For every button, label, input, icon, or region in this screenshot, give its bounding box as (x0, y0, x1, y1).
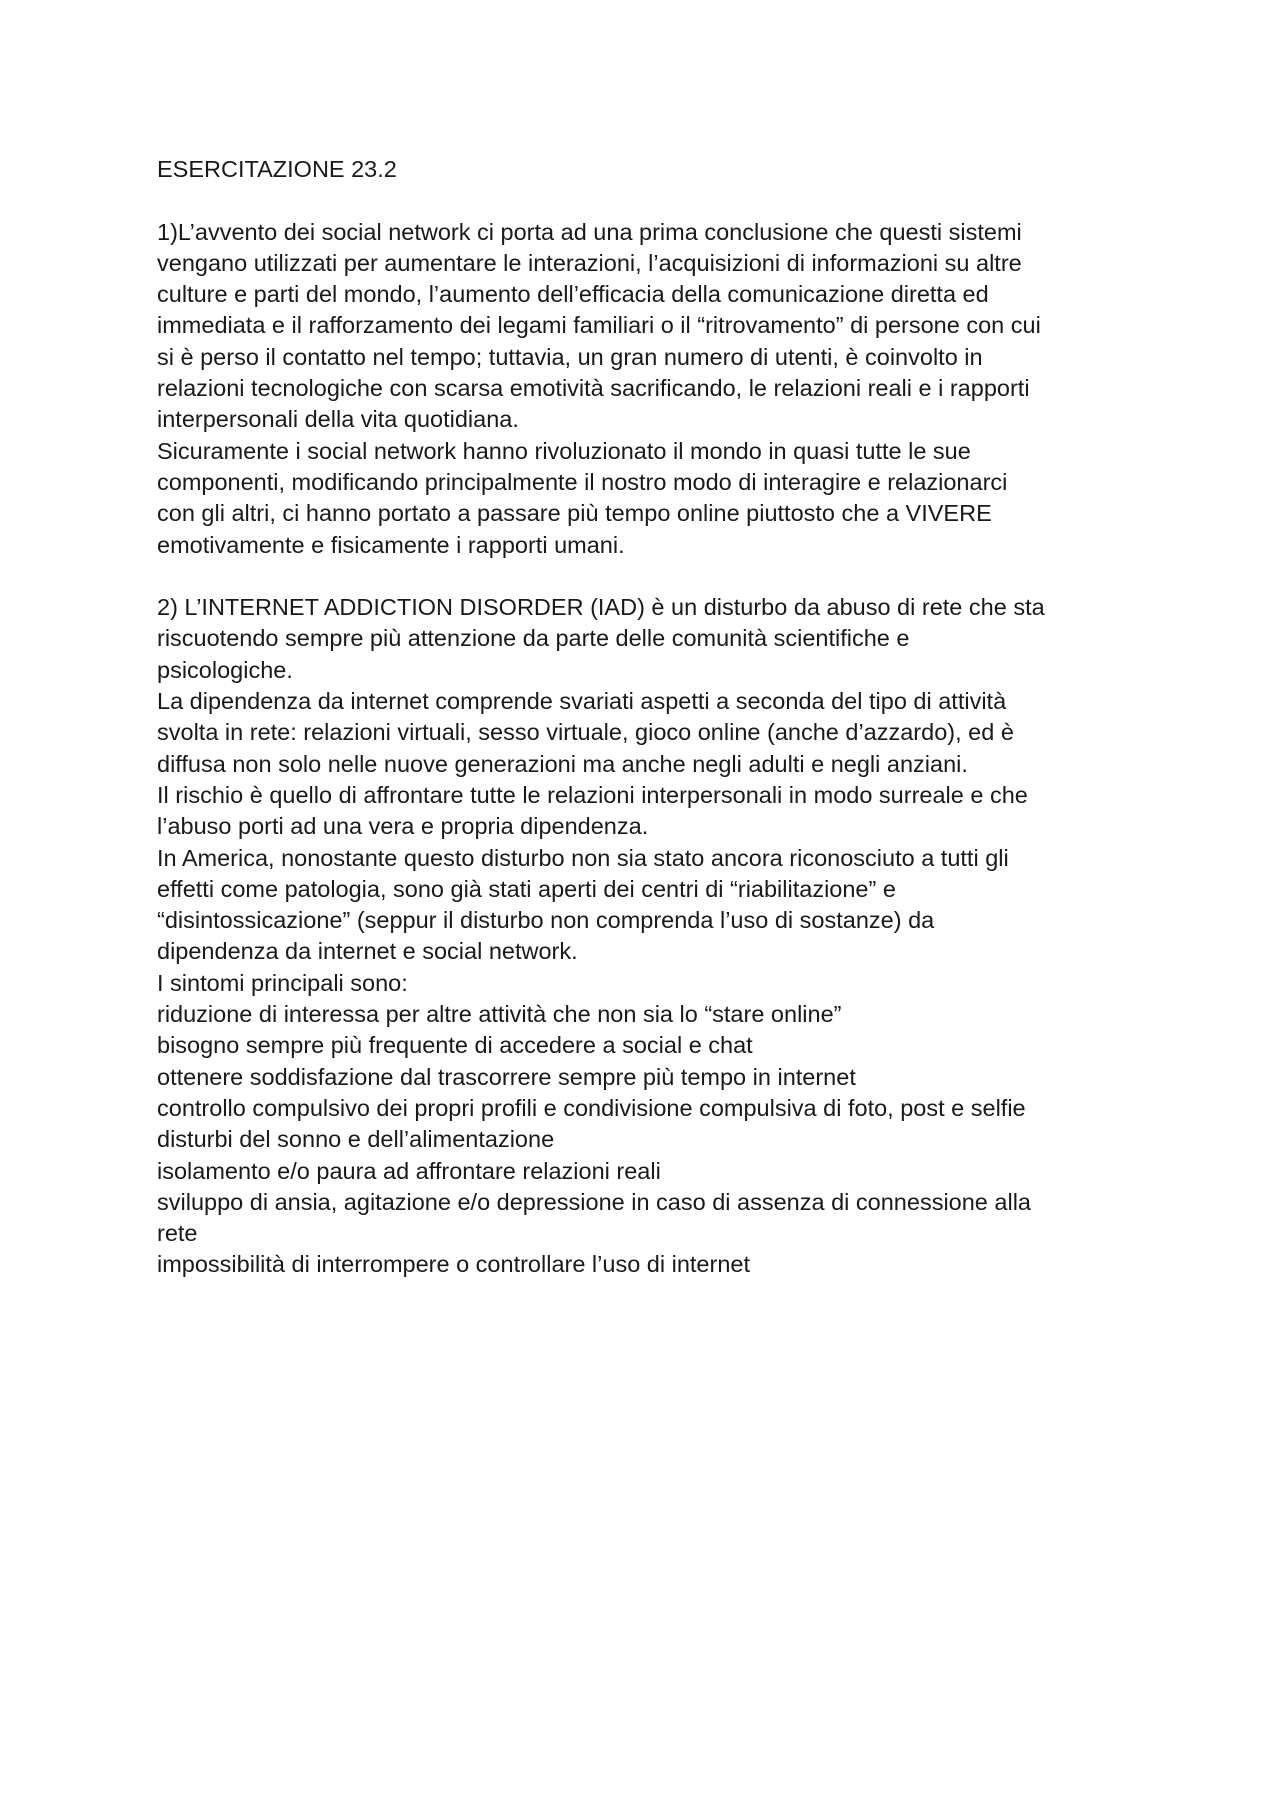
symptom-item: controllo compulsivo dei propri profili e condivisione compulsiva di foto, post e selfie (157, 1094, 1026, 1121)
text-line: riscuotendo sempre più attenzione da parte delle comunità scientifiche e (157, 625, 910, 652)
text-line: emotivamente e fisicamente i rapporti umani. (157, 531, 625, 558)
text-line: interpersonali della vita quotidiana. (157, 406, 519, 433)
section-1 (157, 217, 1147, 561)
symptom-item: isolamento e/o paura ad affrontare relazioni reali (157, 1157, 661, 1184)
text-line: “disintossicazione” (seppur il disturbo non comprenda l’uso di sostanze) da (157, 907, 935, 934)
text-line: dipendenza da internet e social network. (157, 938, 578, 965)
symptom-item: riduzione di interessa per altre attività che non sia lo “stare online” (157, 1001, 842, 1028)
paragraph-spacer (157, 561, 1147, 592)
text-line: Il rischio è quello di affrontare tutte le relazioni interpersonali in modo surreale e che (157, 781, 1028, 808)
symptom-item: impossibilità di interrompere o controllare l’uso di internet (157, 1251, 750, 1278)
text-line: immediata e il rafforzamento dei legami familiari o il “ritrovamento” di persone con cui (157, 312, 1041, 339)
text-line: 1)L’avvento dei social network ci porta ad una prima conclusione che questi sistemi (157, 218, 1022, 245)
text-line: l’abuso porti ad una vera e propria dipendenza. (157, 813, 649, 840)
symptom-item: bisogno sempre più frequente di accedere a social e chat (157, 1032, 753, 1059)
document-title: ESERCITAZIONE 23.2 (157, 156, 397, 182)
symptom-item: rete (157, 1220, 198, 1247)
text-line: In America, nonostante questo disturbo non sia stato ancora riconosciuto a tutti gli (157, 844, 1009, 871)
text-line: La dipendenza da internet comprende svariati aspetti a seconda del tipo di attività (157, 688, 1007, 715)
symptom-item: sviluppo di ansia, agitazione e/o depressione in caso di assenza di connessione alla (157, 1188, 1031, 1215)
document-body (157, 154, 1147, 1281)
text-line: diffusa non solo nelle nuove generazioni ma anche negli adulti e negli anziani. (157, 750, 968, 777)
text-line: relazioni tecnologiche con scarsa emotività sacrificando, le relazioni reali e i rapporti (157, 375, 1030, 402)
symptom-item: disturbi del sonno e dell’alimentazione (157, 1126, 555, 1153)
section-2 (157, 592, 1147, 1281)
text-line: psicologiche. (157, 656, 293, 683)
text-line: I sintomi principali sono: (157, 969, 408, 996)
text-line: Sicuramente i social network hanno rivoluzionato il mondo in quasi tutte le sue (157, 437, 971, 464)
text-line: culture e parti del mondo, l’aumento dell’efficacia della comunicazione diretta ed (157, 281, 989, 308)
text-line: si è perso il contatto nel tempo; tuttavia, un gran numero di utenti, è coinvolto in (157, 343, 983, 370)
paragraph-spacer (157, 185, 1147, 216)
text-line: 2) L’INTERNET ADDICTION DISORDER (IAD) è un disturbo da abuso di rete che sta (157, 594, 1045, 621)
text-line: effetti come patologia, sono già stati aperti dei centri di “riabilitazione” e (157, 875, 896, 902)
text-line: componenti, modificando principalmente il nostro modo di interagire e relazionarci (157, 468, 1008, 495)
text-line: con gli altri, ci hanno portato a passare più tempo online piuttosto che a VIVERE (157, 500, 992, 527)
text-line: svolta in rete: relazioni virtuali, sesso virtuale, gioco online (anche d’azzardo), ed è (157, 719, 1014, 746)
symptom-item: ottenere soddisfazione dal trascorrere sempre più tempo in internet (157, 1063, 856, 1090)
text-line: vengano utilizzati per aumentare le interazioni, l’acquisizioni di informazioni su altre (157, 249, 1022, 276)
